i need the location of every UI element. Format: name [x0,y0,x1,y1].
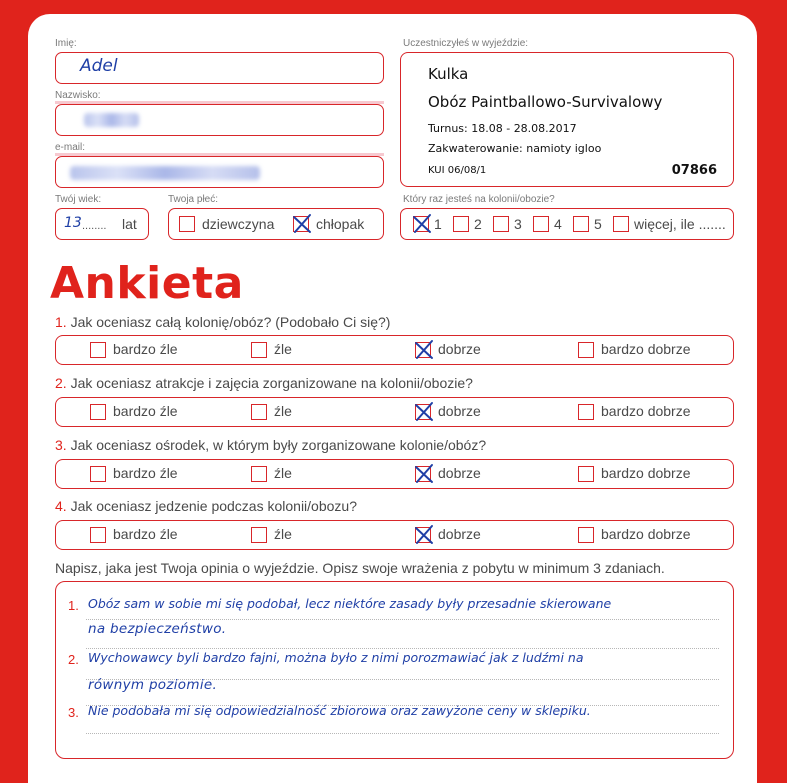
name-value: Adel [80,56,118,76]
question-label: Jak oceniasz całą kolonię/obóz? (Podobało Ci się?) [70,314,391,330]
trip-accommodation [428,142,601,155]
redaction-tint [55,153,384,156]
red-border-right [757,0,787,783]
question-number: 2. [55,375,67,391]
question-2-option-1: bardzo źle [113,403,178,419]
question-2-option-3: dobrze [438,403,481,419]
question-4-option-2: źle [274,526,292,542]
name-label: Imię: [55,38,77,49]
redaction-tint [55,101,384,104]
question-2-checkbox-2[interactable] [251,404,267,420]
checkmark-x-icon [291,213,313,235]
question-label: Jak oceniasz atrakcje i zajęcia zorganizowane na kolonii/obozie? [70,375,473,391]
checkmark-x-icon [413,339,435,361]
question-4-checkbox-1[interactable] [90,527,106,543]
question-label: Jak oceniasz ośrodek, w którym były zorganizowane kolonie/obóz? [70,437,487,453]
trip-code: KUI 06/08/1 [428,165,487,176]
opinion-prompt: Napisz, jaka jest Twoja opinia o wyjeździe. Opisz swoje wrażenia z pobytu w minimum 3 zdaniach. [55,560,665,576]
visits-checkbox-2[interactable] [453,216,469,232]
visits-option-more: więcej, ile ....... [634,216,726,232]
question-4-checkbox-4[interactable] [578,527,594,543]
question-3-option-4: bardzo dobrze [601,465,691,481]
trip-camp-name: Obóz Paintballowo-Survivalowy [428,93,663,111]
checkmark-x-icon [413,463,435,485]
trip-label: Uczestniczyłeś w wyjeździe: [403,38,529,49]
surname-redacted [84,113,139,127]
question-1-option-1: bardzo źle [113,341,178,357]
gender-checkbox-female[interactable] [179,216,195,232]
trip-number: 07866 [671,163,717,178]
question-3-checkbox-2[interactable] [251,466,267,482]
question-2-option-4: bardzo dobrze [601,403,691,419]
question-3-option-2: źle [274,465,292,481]
question-4-checkbox-3[interactable] [415,527,431,543]
question-3-text [55,437,486,453]
question-1-option-3: dobrze [438,341,481,357]
visits-checkbox-more[interactable] [613,216,629,232]
question-2-checkbox-4[interactable] [578,404,594,420]
checkmark-x-icon [411,213,433,235]
question-4-options [55,520,734,550]
visits-checkbox-3[interactable] [493,216,509,232]
question-number: 3. [55,437,67,453]
checkmark-x-icon [413,401,435,423]
visits-option-3: 3 [514,216,522,232]
question-1-checkbox-1[interactable] [90,342,106,358]
name-field[interactable] [55,52,384,84]
turnus-value: 18.08 - 28.08.2017 [471,122,577,135]
email-label: e-mail: [55,142,86,153]
visits-checkbox-5[interactable] [573,216,589,232]
question-1-checkbox-2[interactable] [251,342,267,358]
opinion-num-2: 2. [68,652,79,667]
opinion-answer-3: Nie podobała mi się odpowiedzialność zbiorowa oraz zawyżone ceny w sklepiku. [88,703,591,718]
visits-option-4: 4 [554,216,562,232]
gender-label: Twoja płeć: [168,194,219,205]
question-2-option-2: źle [274,403,292,419]
visits-field [400,208,734,240]
gender-checkbox-male[interactable] [293,216,309,232]
visits-option-1: 1 [434,216,442,232]
question-1-text [55,314,390,330]
email-redacted [70,166,260,180]
opinion-line-2 [86,648,719,649]
question-4-checkbox-2[interactable] [251,527,267,543]
question-2-text [55,375,473,391]
opinion-answer-1b: na bezpieczeństwo. [88,621,227,637]
visits-option-2: 2 [474,216,482,232]
surname-label: Nazwisko: [55,90,101,101]
visits-option-5: 5 [594,216,602,232]
visits-checkbox-4[interactable] [533,216,549,232]
opinion-box[interactable] [55,581,734,759]
question-4-text [55,498,357,514]
question-3-options [55,459,734,489]
age-unit: lat [122,216,137,232]
question-3-option-1: bardzo źle [113,465,178,481]
question-number: 4. [55,498,67,514]
question-2-checkbox-1[interactable] [90,404,106,420]
question-3-checkbox-1[interactable] [90,466,106,482]
question-3-checkbox-4[interactable] [578,466,594,482]
question-1-options [55,335,734,365]
trip-destination: Kulka [428,65,469,83]
question-2-checkbox-3[interactable] [415,404,431,420]
age-dots: ........ [82,220,107,232]
opinion-line-5 [86,733,719,734]
trip-info-box [400,52,734,187]
question-3-checkbox-3[interactable] [415,466,431,482]
opinion-answer-2a: Wychowawcy byli bardzo fajni, można było z nimi porozmawiać jak z ludźmi na [88,650,584,665]
opinion-line-1 [86,619,719,620]
visits-checkbox-1[interactable] [413,216,429,232]
question-1-option-2: źle [274,341,292,357]
question-label: Jak oceniasz jedzenie podczas kolonii/obozu? [70,498,357,514]
question-4-option-3: dobrze [438,526,481,542]
accommodation-value: namioty igloo [526,142,602,155]
visits-label: Który raz jesteś na kolonii/obozie? [403,194,555,205]
surname-field[interactable] [55,104,384,136]
age-field[interactable] [55,208,149,240]
email-field[interactable] [55,156,384,188]
question-2-options [55,397,734,427]
survey-title: Ankieta [50,258,244,309]
question-4-option-1: bardzo źle [113,526,178,542]
gender-option-female: dziewczyna [202,216,275,232]
age-value: 13 [64,215,82,231]
opinion-answer-2b: równym poziomie. [88,677,218,693]
opinion-num-1: 1. [68,598,79,613]
turnus-label: Turnus: [428,122,468,135]
question-number: 1. [55,314,67,330]
opinion-num-3: 3. [68,705,79,720]
question-1-checkbox-3[interactable] [415,342,431,358]
gender-option-male: chłopak [316,216,365,232]
checkmark-x-icon [413,524,435,546]
question-1-option-4: bardzo dobrze [601,341,691,357]
age-label: Twój wiek: [55,194,102,205]
question-4-option-4: bardzo dobrze [601,526,691,542]
gender-field [168,208,384,240]
trip-turnus [428,122,577,135]
question-3-option-3: dobrze [438,465,481,481]
accommodation-label: Zakwaterowanie: [428,142,523,155]
question-1-checkbox-4[interactable] [578,342,594,358]
opinion-answer-1a: Obóz sam w sobie mi się podobał, lecz niektóre zasady były przesadnie skierowane [88,596,612,611]
